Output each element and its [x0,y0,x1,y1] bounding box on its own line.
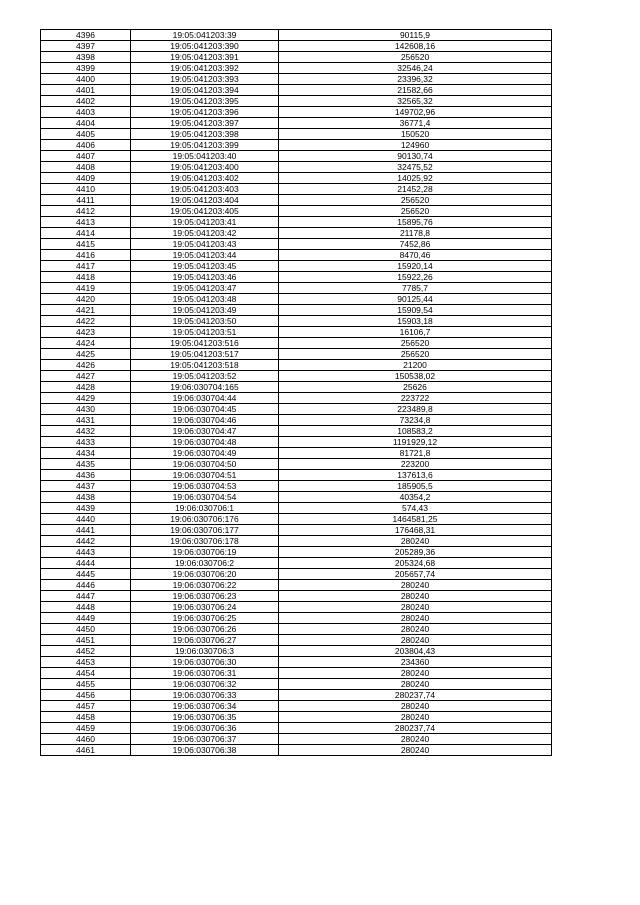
row-number-cell: 4408 [41,162,131,173]
row-number-cell: 4413 [41,217,131,228]
value-cell: 149702,96 [279,107,552,118]
table-row [41,503,552,514]
value-cell: 150538,02 [279,371,552,382]
table-row [41,360,552,371]
row-number-cell: 4436 [41,470,131,481]
table-row [41,206,552,217]
cadastral-number-cell: 19:05:041203:404 [131,195,279,206]
table-row [41,415,552,426]
cadastral-number-cell: 19:06:030704:54 [131,492,279,503]
cadastral-number-cell: 19:06:030706:33 [131,690,279,701]
table-row [41,679,552,690]
cadastral-number-cell: 19:05:041203:396 [131,107,279,118]
row-number-cell: 4419 [41,283,131,294]
table-row [41,85,552,96]
value-cell: 280240 [279,734,552,745]
value-cell: 15903,18 [279,316,552,327]
value-cell: 280240 [279,679,552,690]
table-row [41,74,552,85]
cadastral-number-cell: 19:06:030706:30 [131,657,279,668]
row-number-cell: 4410 [41,184,131,195]
cadastral-number-cell: 19:06:030704:48 [131,437,279,448]
value-cell: 32475,52 [279,162,552,173]
row-number-cell: 4415 [41,239,131,250]
table-row [41,723,552,734]
table-row [41,602,552,613]
table-row [41,646,552,657]
value-cell: 280240 [279,602,552,613]
cadastral-number-cell: 19:06:030706:24 [131,602,279,613]
cadastral-number-cell: 19:05:041203:48 [131,294,279,305]
value-cell: 256520 [279,206,552,217]
row-number-cell: 4418 [41,272,131,283]
value-cell: 176468,31 [279,525,552,536]
cadastral-number-cell: 19:06:030706:3 [131,646,279,657]
value-cell: 280240 [279,613,552,624]
cadastral-number-cell: 19:06:030706:36 [131,723,279,734]
table-row [41,41,552,52]
table-row [41,657,552,668]
table-row [41,294,552,305]
value-cell: 256520 [279,195,552,206]
table-body [41,30,552,756]
value-cell: 32565,32 [279,96,552,107]
table-row [41,404,552,415]
value-cell: 185905,5 [279,481,552,492]
cadastral-number-cell: 19:05:041203:46 [131,272,279,283]
table-row [41,613,552,624]
row-number-cell: 4401 [41,85,131,96]
cadastral-number-cell: 19:06:030704:50 [131,459,279,470]
table-row [41,272,552,283]
cadastral-number-cell: 19:06:030706:2 [131,558,279,569]
value-cell: 23396,32 [279,74,552,85]
table-row [41,470,552,481]
cadastral-number-cell: 19:05:041203:43 [131,239,279,250]
row-number-cell: 4455 [41,679,131,690]
value-cell: 205324,68 [279,558,552,569]
row-number-cell: 4421 [41,305,131,316]
value-cell: 15920,14 [279,261,552,272]
table-row [41,492,552,503]
row-number-cell: 4407 [41,151,131,162]
row-number-cell: 4402 [41,96,131,107]
value-cell: 90115,9 [279,30,552,41]
table-row [41,30,552,41]
cadastral-number-cell: 19:05:041203:50 [131,316,279,327]
value-cell: 574,43 [279,503,552,514]
cadastral-number-cell: 19:05:041203:391 [131,52,279,63]
cadastral-number-cell: 19:05:041203:47 [131,283,279,294]
cadastral-number-cell: 19:06:030706:25 [131,613,279,624]
cadastral-number-cell: 19:06:030706:19 [131,547,279,558]
cadastral-number-cell: 19:06:030706:35 [131,712,279,723]
value-cell: 21582,66 [279,85,552,96]
cadastral-number-cell: 19:05:041203:49 [131,305,279,316]
row-number-cell: 4405 [41,129,131,140]
row-number-cell: 4440 [41,514,131,525]
value-cell: 280240 [279,668,552,679]
value-cell: 234360 [279,657,552,668]
row-number-cell: 4441 [41,525,131,536]
cadastral-number-cell: 19:06:030704:44 [131,393,279,404]
cadastral-number-cell: 19:05:041203:390 [131,41,279,52]
cadastral-number-cell: 19:05:041203:51 [131,327,279,338]
table-row [41,239,552,250]
table-row [41,283,552,294]
cadastral-number-cell: 19:06:030704:47 [131,426,279,437]
value-cell: 108583,2 [279,426,552,437]
row-number-cell: 4444 [41,558,131,569]
table-row [41,624,552,635]
row-number-cell: 4404 [41,118,131,129]
row-number-cell: 4459 [41,723,131,734]
table-row [41,52,552,63]
cadastral-number-cell: 19:05:041203:402 [131,173,279,184]
table-row [41,173,552,184]
table-row [41,701,552,712]
value-cell: 223200 [279,459,552,470]
cadastral-number-cell: 19:05:041203:40 [131,151,279,162]
value-cell: 205289,36 [279,547,552,558]
cadastral-number-cell: 19:05:041203:398 [131,129,279,140]
cadastral-number-cell: 19:06:030704:46 [131,415,279,426]
row-number-cell: 4426 [41,360,131,371]
value-cell: 14025,92 [279,173,552,184]
cadastral-number-cell: 19:05:041203:44 [131,250,279,261]
value-cell: 256520 [279,349,552,360]
table-row [41,261,552,272]
cadastral-number-cell: 19:05:041203:516 [131,338,279,349]
value-cell: 15895,76 [279,217,552,228]
cadastral-number-cell: 19:05:041203:395 [131,96,279,107]
table-row [41,690,552,701]
value-cell: 203804,43 [279,646,552,657]
cadastral-number-cell: 19:06:030706:31 [131,668,279,679]
value-cell: 142608,16 [279,41,552,52]
value-cell: 280240 [279,536,552,547]
cadastral-number-cell: 19:06:030706:38 [131,745,279,756]
cadastral-number-cell: 19:05:041203:397 [131,118,279,129]
table-row [41,437,552,448]
row-number-cell: 4451 [41,635,131,646]
value-cell: 40354,2 [279,492,552,503]
table-row [41,393,552,404]
row-number-cell: 4409 [41,173,131,184]
row-number-cell: 4450 [41,624,131,635]
table-row [41,338,552,349]
table-row [41,712,552,723]
value-cell: 256520 [279,338,552,349]
value-cell: 15909,54 [279,305,552,316]
value-cell: 36771,4 [279,118,552,129]
cadastral-number-cell: 19:05:041203:403 [131,184,279,195]
row-number-cell: 4453 [41,657,131,668]
row-number-cell: 4406 [41,140,131,151]
row-number-cell: 4443 [41,547,131,558]
value-cell: 73234,8 [279,415,552,426]
row-number-cell: 4412 [41,206,131,217]
value-cell: 280237,74 [279,690,552,701]
row-number-cell: 4437 [41,481,131,492]
cadastral-number-cell: 19:06:030706:177 [131,525,279,536]
value-cell: 256520 [279,52,552,63]
table-row [41,140,552,151]
table-row [41,591,552,602]
table-row [41,250,552,261]
row-number-cell: 4434 [41,448,131,459]
value-cell: 124960 [279,140,552,151]
row-number-cell: 4429 [41,393,131,404]
value-cell: 280237,74 [279,723,552,734]
value-cell: 280240 [279,745,552,756]
cadastral-number-cell: 19:06:030706:27 [131,635,279,646]
table-row [41,96,552,107]
cadastral-number-cell: 19:05:041203:41 [131,217,279,228]
row-number-cell: 4397 [41,41,131,52]
row-number-cell: 4435 [41,459,131,470]
row-number-cell: 4414 [41,228,131,239]
cadastral-number-cell: 19:05:041203:45 [131,261,279,272]
row-number-cell: 4439 [41,503,131,514]
cadastral-number-cell: 19:05:041203:39 [131,30,279,41]
cadastral-number-cell: 19:06:030706:32 [131,679,279,690]
cadastral-number-cell: 19:05:041203:52 [131,371,279,382]
value-cell: 81721,8 [279,448,552,459]
row-number-cell: 4458 [41,712,131,723]
cadastral-number-cell: 19:06:030706:20 [131,569,279,580]
table-row [41,481,552,492]
table-row [41,558,552,569]
cadastral-number-cell: 19:06:030704:51 [131,470,279,481]
row-number-cell: 4448 [41,602,131,613]
value-cell: 90130,74 [279,151,552,162]
cadastral-number-cell: 19:06:030706:22 [131,580,279,591]
value-cell: 8470,46 [279,250,552,261]
row-number-cell: 4400 [41,74,131,85]
row-number-cell: 4442 [41,536,131,547]
table-row [41,536,552,547]
cadastral-number-cell: 19:06:030706:1 [131,503,279,514]
value-cell: 1191929,12 [279,437,552,448]
row-number-cell: 4398 [41,52,131,63]
value-cell: 32546,24 [279,63,552,74]
value-cell: 90125,44 [279,294,552,305]
row-number-cell: 4422 [41,316,131,327]
row-number-cell: 4445 [41,569,131,580]
value-cell: 280240 [279,701,552,712]
row-number-cell: 4457 [41,701,131,712]
table-row [41,371,552,382]
table-row [41,745,552,756]
value-cell: 15922,26 [279,272,552,283]
value-cell: 280240 [279,580,552,591]
cadastral-value-table [40,29,552,756]
table-row [41,635,552,646]
table-row [41,129,552,140]
table-row [41,448,552,459]
table-row [41,547,552,558]
row-number-cell: 4446 [41,580,131,591]
table-row [41,217,552,228]
value-cell: 205657,74 [279,569,552,580]
row-number-cell: 4460 [41,734,131,745]
row-number-cell: 4456 [41,690,131,701]
table-row [41,349,552,360]
cadastral-number-cell: 19:05:041203:517 [131,349,279,360]
row-number-cell: 4396 [41,30,131,41]
cadastral-number-cell: 19:06:030704:45 [131,404,279,415]
table-row [41,118,552,129]
cadastral-number-cell: 19:06:030706:23 [131,591,279,602]
value-cell: 25626 [279,382,552,393]
row-number-cell: 4416 [41,250,131,261]
table-row [41,63,552,74]
table-row [41,107,552,118]
cadastral-number-cell: 19:05:041203:400 [131,162,279,173]
table-row [41,162,552,173]
cadastral-number-cell: 19:05:041203:393 [131,74,279,85]
row-number-cell: 4417 [41,261,131,272]
value-cell: 16106,7 [279,327,552,338]
table-row [41,734,552,745]
row-number-cell: 4428 [41,382,131,393]
table-row [41,668,552,679]
row-number-cell: 4449 [41,613,131,624]
table-row [41,382,552,393]
value-cell: 137613,6 [279,470,552,481]
table-row [41,525,552,536]
row-number-cell: 4411 [41,195,131,206]
row-number-cell: 4432 [41,426,131,437]
value-cell: 280240 [279,635,552,646]
cadastral-number-cell: 19:05:041203:392 [131,63,279,74]
table-row [41,228,552,239]
table-row [41,195,552,206]
value-cell: 280240 [279,712,552,723]
cadastral-number-cell: 19:06:030706:176 [131,514,279,525]
row-number-cell: 4420 [41,294,131,305]
row-number-cell: 4454 [41,668,131,679]
cadastral-number-cell: 19:06:030706:26 [131,624,279,635]
table-row [41,580,552,591]
row-number-cell: 4399 [41,63,131,74]
table-row [41,184,552,195]
value-cell: 7452,86 [279,239,552,250]
row-number-cell: 4452 [41,646,131,657]
cadastral-number-cell: 19:05:041203:42 [131,228,279,239]
cadastral-number-cell: 19:06:030704:49 [131,448,279,459]
value-cell: 21178,8 [279,228,552,239]
table-row [41,327,552,338]
cadastral-number-cell: 19:05:041203:405 [131,206,279,217]
row-number-cell: 4427 [41,371,131,382]
value-cell: 21200 [279,360,552,371]
row-number-cell: 4430 [41,404,131,415]
table-row [41,316,552,327]
row-number-cell: 4447 [41,591,131,602]
row-number-cell: 4431 [41,415,131,426]
row-number-cell: 4438 [41,492,131,503]
cadastral-number-cell: 19:05:041203:399 [131,140,279,151]
table-row [41,426,552,437]
row-number-cell: 4433 [41,437,131,448]
table-row [41,459,552,470]
row-number-cell: 4425 [41,349,131,360]
value-cell: 150520 [279,129,552,140]
table-row [41,514,552,525]
table-row [41,305,552,316]
row-number-cell: 4423 [41,327,131,338]
value-cell: 280240 [279,591,552,602]
cadastral-number-cell: 19:05:041203:518 [131,360,279,371]
cadastral-number-cell: 19:06:030706:34 [131,701,279,712]
row-number-cell: 4403 [41,107,131,118]
cadastral-number-cell: 19:06:030704:53 [131,481,279,492]
cadastral-number-cell: 19:06:030704:165 [131,382,279,393]
value-cell: 280240 [279,624,552,635]
value-cell: 1464581,25 [279,514,552,525]
row-number-cell: 4461 [41,745,131,756]
table-row [41,151,552,162]
value-cell: 21452,28 [279,184,552,195]
value-cell: 223489,8 [279,404,552,415]
value-cell: 223722 [279,393,552,404]
table-row [41,569,552,580]
cadastral-number-cell: 19:06:030706:37 [131,734,279,745]
value-cell: 7785,7 [279,283,552,294]
row-number-cell: 4424 [41,338,131,349]
cadastral-number-cell: 19:05:041203:394 [131,85,279,96]
cadastral-number-cell: 19:06:030706:178 [131,536,279,547]
